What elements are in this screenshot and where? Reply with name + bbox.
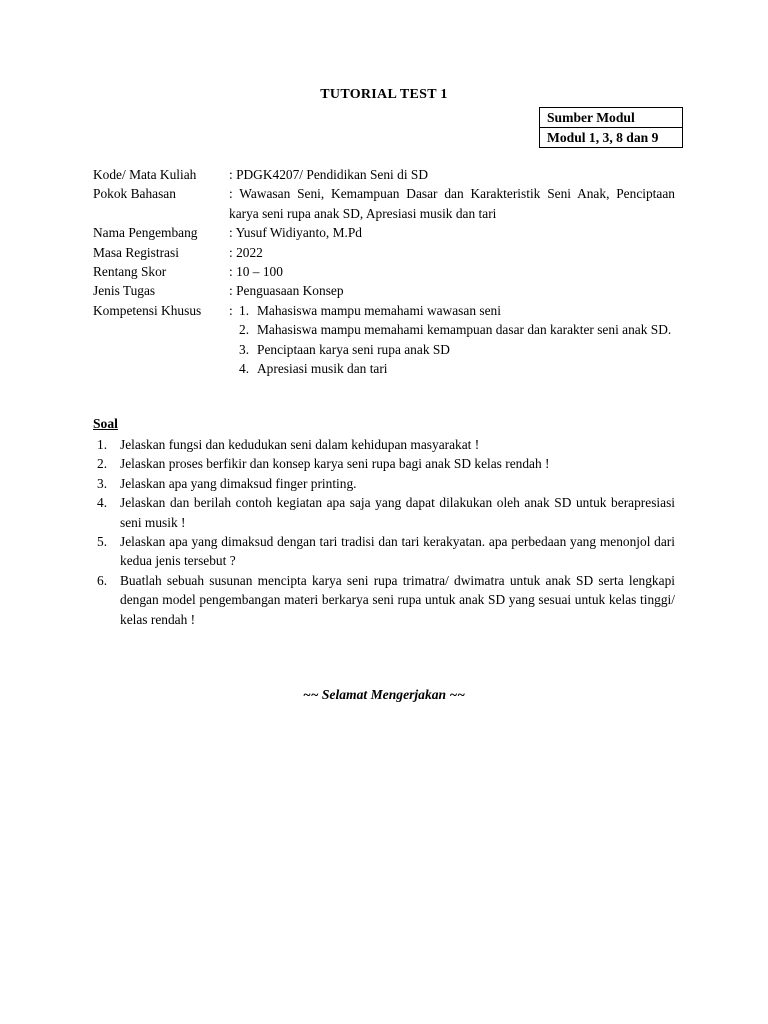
info-value: : Penguasaan Konsep: [229, 283, 344, 299]
course-info: [93, 165, 675, 378]
info-label: Kompetensi Khusus: [93, 302, 202, 318]
info-label: Nama Pengembang: [93, 225, 198, 241]
info-value: [229, 301, 675, 379]
question-number: 5.: [97, 534, 108, 550]
kompetensi-colon: :: [229, 302, 233, 318]
kompetensi-list: [239, 301, 675, 379]
source-module-box: [539, 107, 683, 148]
question-item: [93, 532, 675, 571]
info-row-kompetensi: [93, 301, 675, 379]
info-value: : PDGK4207/ Pendidikan Seni di SD: [229, 167, 429, 182]
list-number: 3.: [239, 341, 250, 357]
source-module-value: Modul 1, 3, 8 dan 9: [540, 127, 682, 147]
soal-list: [93, 435, 675, 629]
question-text: Jelaskan proses berfikir dan konsep karya seni rupa bagi anak SD kelas rendah !: [120, 456, 550, 472]
list-item: [239, 320, 675, 339]
list-text: Mahasiswa mampu memahami wawasan seni: [257, 302, 501, 318]
list-item: [239, 301, 675, 320]
question-number: 6.: [97, 572, 108, 588]
list-number: 1.: [239, 302, 250, 318]
question-item: [93, 493, 675, 532]
info-row-registrasi: [93, 243, 675, 262]
question-item: [93, 454, 675, 473]
question-number: 1.: [97, 437, 108, 452]
info-value: : Yusuf Widiyanto, M.Pd: [229, 225, 363, 241]
list-item: [239, 340, 675, 359]
question-text: Jelaskan apa yang dimaksud dengan tari tradisi dan tari kerakyatan. apa perbedaan yang menonjol dari kedua jenis tersebut ?: [120, 534, 675, 569]
info-row-pengembang: [93, 223, 675, 242]
info-value: : 2022: [229, 244, 263, 260]
list-number: 4.: [239, 361, 250, 377]
info-label: Rentang Skor: [93, 264, 167, 280]
source-module-header: Sumber Modul: [547, 110, 635, 125]
list-text: Apresiasi musik dan tari: [257, 361, 388, 377]
info-value: : 10 – 100: [229, 264, 283, 280]
list-text: Mahasiswa mampu memahami kemampuan dasar dan karakter seni anak SD.: [257, 322, 672, 338]
soal-heading: Soal: [93, 416, 118, 431]
list-number: 2.: [239, 322, 250, 338]
info-value: : Wawasan Seni, Kemampuan Dasar dan Karakteristik Seni Anak, Penciptaan karya seni rupa anak SD, Apresiasi musik dan tari: [229, 186, 675, 221]
question-text: Jelaskan dan berilah contoh kegiatan apa saja yang dapat dilakukan oleh anak SD untuk berapresiasi seni musik !: [120, 495, 675, 530]
info-label: Masa Registrasi: [93, 244, 179, 260]
info-label: Kode/ Mata Kuliah: [93, 167, 197, 182]
document-title: TUTORIAL TEST 1: [320, 87, 448, 102]
question-text: Jelaskan apa yang dimaksud finger printing.: [120, 475, 357, 491]
question-item: [93, 435, 675, 454]
info-row-kode: [93, 165, 675, 184]
question-item: [93, 474, 675, 493]
question-text: Buatlah sebuah susunan mencipta karya seni rupa trimatra/ dwimatra untuk anak SD serta lengkapi dengan model pengembangan materi berkarya seni rupa untuk anak SD yang sesuai untuk kelas tinggi/ kelas rendah !: [120, 572, 675, 627]
info-row-skor: [93, 262, 675, 281]
question-number: 3.: [97, 475, 108, 491]
question-number: 2.: [97, 456, 108, 472]
info-row-tugas: [93, 281, 675, 300]
question-text: Jelaskan fungsi dan kedudukan seni dalam kehidupan masyarakat !: [120, 437, 480, 452]
info-row-pokok: [93, 184, 675, 223]
info-label: Jenis Tugas: [93, 283, 156, 299]
list-text: Penciptaan karya seni rupa anak SD: [257, 341, 450, 357]
question-item: [93, 571, 675, 629]
info-label: Pokok Bahasan: [93, 186, 176, 202]
question-number: 4.: [97, 495, 108, 511]
list-item: [239, 359, 675, 378]
closing-message: ~~ Selamat Mengerjakan ~~: [302, 687, 466, 702]
